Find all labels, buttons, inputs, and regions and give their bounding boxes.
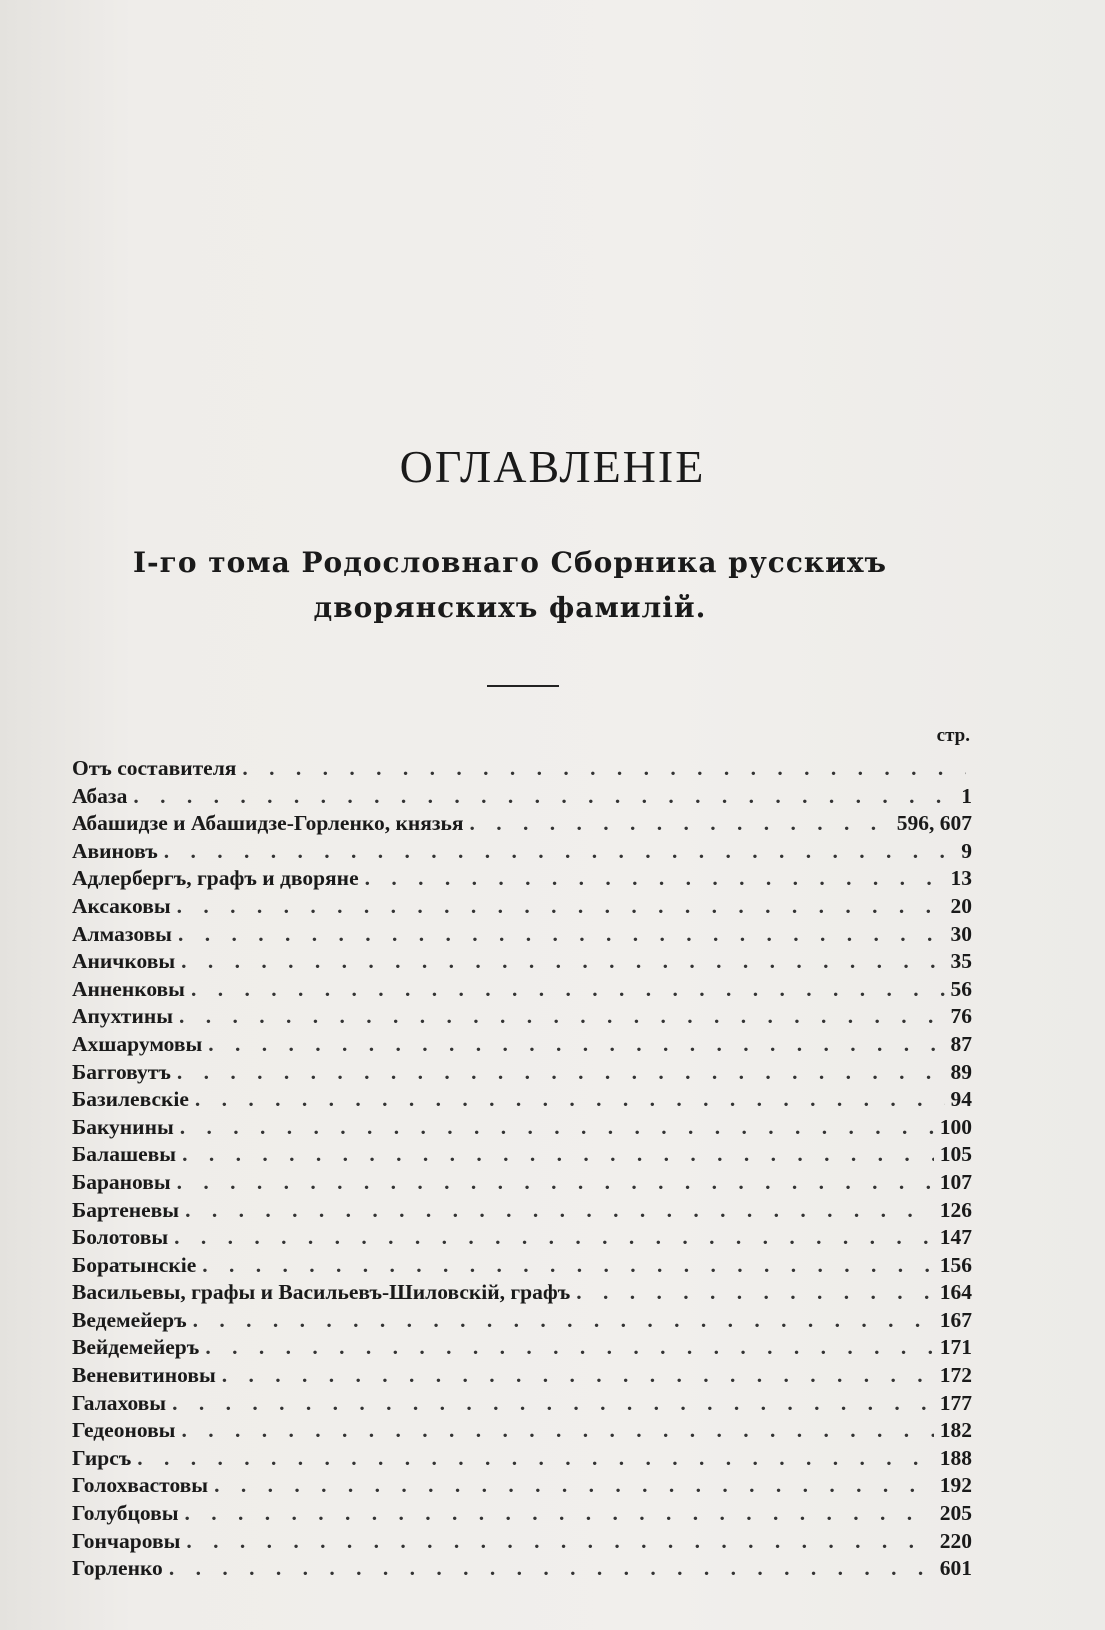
dot-leader bbox=[193, 1308, 934, 1333]
toc-entry-name: Горленко bbox=[72, 1556, 163, 1581]
toc-entry-page: 20 bbox=[950, 893, 972, 918]
toc-entry-name: Балашевы bbox=[72, 1142, 177, 1167]
page-title: ОГЛАВЛЕНIЕ bbox=[399, 441, 706, 492]
dot-leader bbox=[576, 1280, 934, 1305]
toc-entry bbox=[72, 1004, 972, 1032]
toc-entry bbox=[72, 1142, 972, 1170]
toc-entry-name: Гирсъ bbox=[72, 1445, 132, 1470]
toc-entry-name: Анненковы bbox=[72, 976, 185, 1001]
dot-leader bbox=[178, 922, 945, 947]
toc-entry-page: 192 bbox=[939, 1473, 972, 1498]
toc-entry-page: 13 bbox=[950, 866, 972, 891]
toc-entry bbox=[72, 1060, 972, 1088]
toc-entry-name: Отъ составителя bbox=[72, 756, 237, 780]
toc-entry-name: Галаховы bbox=[72, 1390, 167, 1415]
dot-leader bbox=[179, 1004, 944, 1029]
toc-entry-name: Васильевы, графы и Васильевъ-Шиловскiй, графъ bbox=[72, 1280, 571, 1305]
toc-entry-page: 147 bbox=[939, 1225, 972, 1250]
toc-entry-page: 35 bbox=[950, 949, 972, 974]
dot-leader bbox=[182, 1142, 934, 1167]
toc-entry bbox=[72, 784, 972, 812]
toc-entry-name: Веневитиновы bbox=[72, 1363, 216, 1388]
toc-entry bbox=[72, 977, 972, 1005]
toc-entry-name: Вейдемейеръ bbox=[72, 1335, 200, 1360]
toc-entry bbox=[72, 1473, 972, 1501]
toc-entry bbox=[72, 866, 972, 894]
dot-leader bbox=[191, 977, 945, 1002]
page-subtitle: I-го тома Родословнаго Сборника русскихъ дворянскихъ фамилiй. bbox=[132, 546, 888, 624]
toc-entry-name: Боратынскiе bbox=[72, 1252, 197, 1277]
toc-entry-page: 172 bbox=[939, 1363, 972, 1388]
toc-entry-page: 596, 607 bbox=[896, 811, 972, 836]
toc-entry bbox=[72, 1032, 972, 1060]
dot-leader bbox=[470, 811, 891, 836]
toc-entry-page: 164 bbox=[939, 1280, 972, 1305]
toc-entry-page: 1 bbox=[961, 783, 972, 808]
toc-entry bbox=[72, 1556, 972, 1584]
toc-entry bbox=[72, 1253, 972, 1281]
toc-entry-name: Базилевскiе bbox=[72, 1087, 189, 1112]
toc-entry-name: Алмазовы bbox=[72, 921, 172, 946]
toc-entry-name: Бакунины bbox=[72, 1114, 174, 1139]
dot-leader bbox=[222, 1363, 934, 1388]
toc-entry-name: Гедеоновы bbox=[72, 1418, 176, 1443]
dot-leader bbox=[186, 1529, 933, 1554]
toc-entry-page: 205 bbox=[939, 1501, 972, 1526]
toc-entry-page: 94 bbox=[950, 1087, 972, 1112]
toc-entry-page: 220 bbox=[939, 1528, 972, 1553]
toc-entry-name: Ведемейеръ bbox=[72, 1307, 187, 1332]
toc-entry bbox=[72, 922, 972, 950]
toc-entry bbox=[72, 894, 972, 922]
dot-leader bbox=[185, 1501, 934, 1526]
toc-entry bbox=[72, 811, 972, 839]
toc-entry-page: 56 bbox=[950, 976, 972, 1001]
toc-entry-page: 167 bbox=[939, 1307, 972, 1332]
page-column-label: стр. bbox=[936, 725, 970, 746]
toc-entry-page: 30 bbox=[950, 921, 972, 946]
toc-entry-name: Абаза bbox=[72, 783, 128, 808]
toc-entry-page: 9 bbox=[961, 838, 972, 863]
toc-entry bbox=[72, 1280, 972, 1308]
table-of-contents bbox=[72, 756, 972, 1584]
toc-entry bbox=[72, 1446, 972, 1474]
dot-leader bbox=[164, 839, 956, 864]
dot-leader bbox=[205, 1335, 933, 1360]
toc-entry-page: 171 bbox=[939, 1335, 972, 1360]
dot-leader bbox=[180, 1115, 934, 1140]
toc-entry-page: 105 bbox=[939, 1142, 972, 1167]
dot-leader bbox=[181, 949, 944, 974]
dot-leader bbox=[172, 1391, 934, 1416]
toc-entry-page: 188 bbox=[939, 1445, 972, 1470]
toc-entry bbox=[72, 1115, 972, 1143]
dot-leader bbox=[195, 1087, 945, 1112]
toc-entry-name: Аничковы bbox=[72, 949, 176, 974]
toc-entry-page: 601 bbox=[939, 1556, 972, 1581]
toc-entry bbox=[72, 1529, 972, 1557]
toc-entry bbox=[72, 1308, 972, 1336]
toc-entry-page: 182 bbox=[939, 1418, 972, 1443]
toc-entry bbox=[72, 1225, 972, 1253]
toc-entry-name: Гончаровы bbox=[72, 1528, 181, 1553]
toc-entry-page: 87 bbox=[950, 1031, 972, 1056]
toc-entry bbox=[72, 1418, 972, 1446]
toc-entry bbox=[72, 1170, 972, 1198]
toc-entry-name: Голохвастовы bbox=[72, 1473, 209, 1498]
toc-entry-page: 177 bbox=[939, 1390, 972, 1415]
toc-entry-page: 156 bbox=[939, 1252, 972, 1277]
toc-entry-name: Абашидзе и Абашидзе-Горленко, князья bbox=[72, 811, 464, 836]
toc-entry bbox=[72, 1391, 972, 1419]
dot-leader bbox=[185, 1198, 934, 1223]
dot-leader bbox=[242, 756, 966, 781]
toc-entry bbox=[72, 1198, 972, 1226]
dot-leader bbox=[202, 1253, 933, 1278]
toc-entry-page: 89 bbox=[950, 1059, 972, 1084]
toc-entry-name: Авиновъ bbox=[72, 838, 158, 863]
toc-entry-name: Голубцовы bbox=[72, 1501, 179, 1526]
toc-entry-name: Адлербергъ, графъ и дворяне bbox=[72, 866, 359, 891]
dot-leader bbox=[181, 1418, 933, 1443]
toc-entry-name: Барановы bbox=[72, 1169, 171, 1194]
toc-entry bbox=[72, 839, 972, 867]
toc-entry-page: 76 bbox=[950, 1004, 972, 1029]
toc-entry-page: 126 bbox=[939, 1197, 972, 1222]
dot-leader bbox=[177, 1060, 945, 1085]
dot-leader bbox=[137, 1446, 933, 1471]
toc-entry bbox=[72, 949, 972, 977]
toc-entry-page: 100 bbox=[939, 1114, 972, 1139]
toc-entry bbox=[72, 1087, 972, 1115]
toc-entry-page: 107 bbox=[939, 1169, 972, 1194]
dot-leader bbox=[133, 784, 955, 809]
toc-entry bbox=[72, 1501, 972, 1529]
toc-entry-name: Бартеневы bbox=[72, 1197, 180, 1222]
toc-entry bbox=[72, 756, 972, 784]
dot-leader bbox=[214, 1473, 934, 1498]
toc-entry-name: Ахшарумовы bbox=[72, 1031, 203, 1056]
dot-leader bbox=[174, 1225, 934, 1250]
dot-leader bbox=[208, 1032, 944, 1057]
toc-entry-name: Багговутъ bbox=[72, 1059, 171, 1084]
toc-entry-name: Апухтины bbox=[72, 1004, 174, 1029]
toc-entry-name: Болотовы bbox=[72, 1225, 169, 1250]
dot-leader bbox=[177, 894, 945, 919]
toc-entry-name: Аксаковы bbox=[72, 893, 171, 918]
dot-leader bbox=[365, 866, 945, 891]
toc-entry bbox=[72, 1335, 972, 1363]
toc-entry bbox=[72, 1363, 972, 1391]
dot-leader bbox=[169, 1556, 934, 1581]
title-divider bbox=[487, 685, 559, 687]
dot-leader bbox=[177, 1170, 934, 1195]
